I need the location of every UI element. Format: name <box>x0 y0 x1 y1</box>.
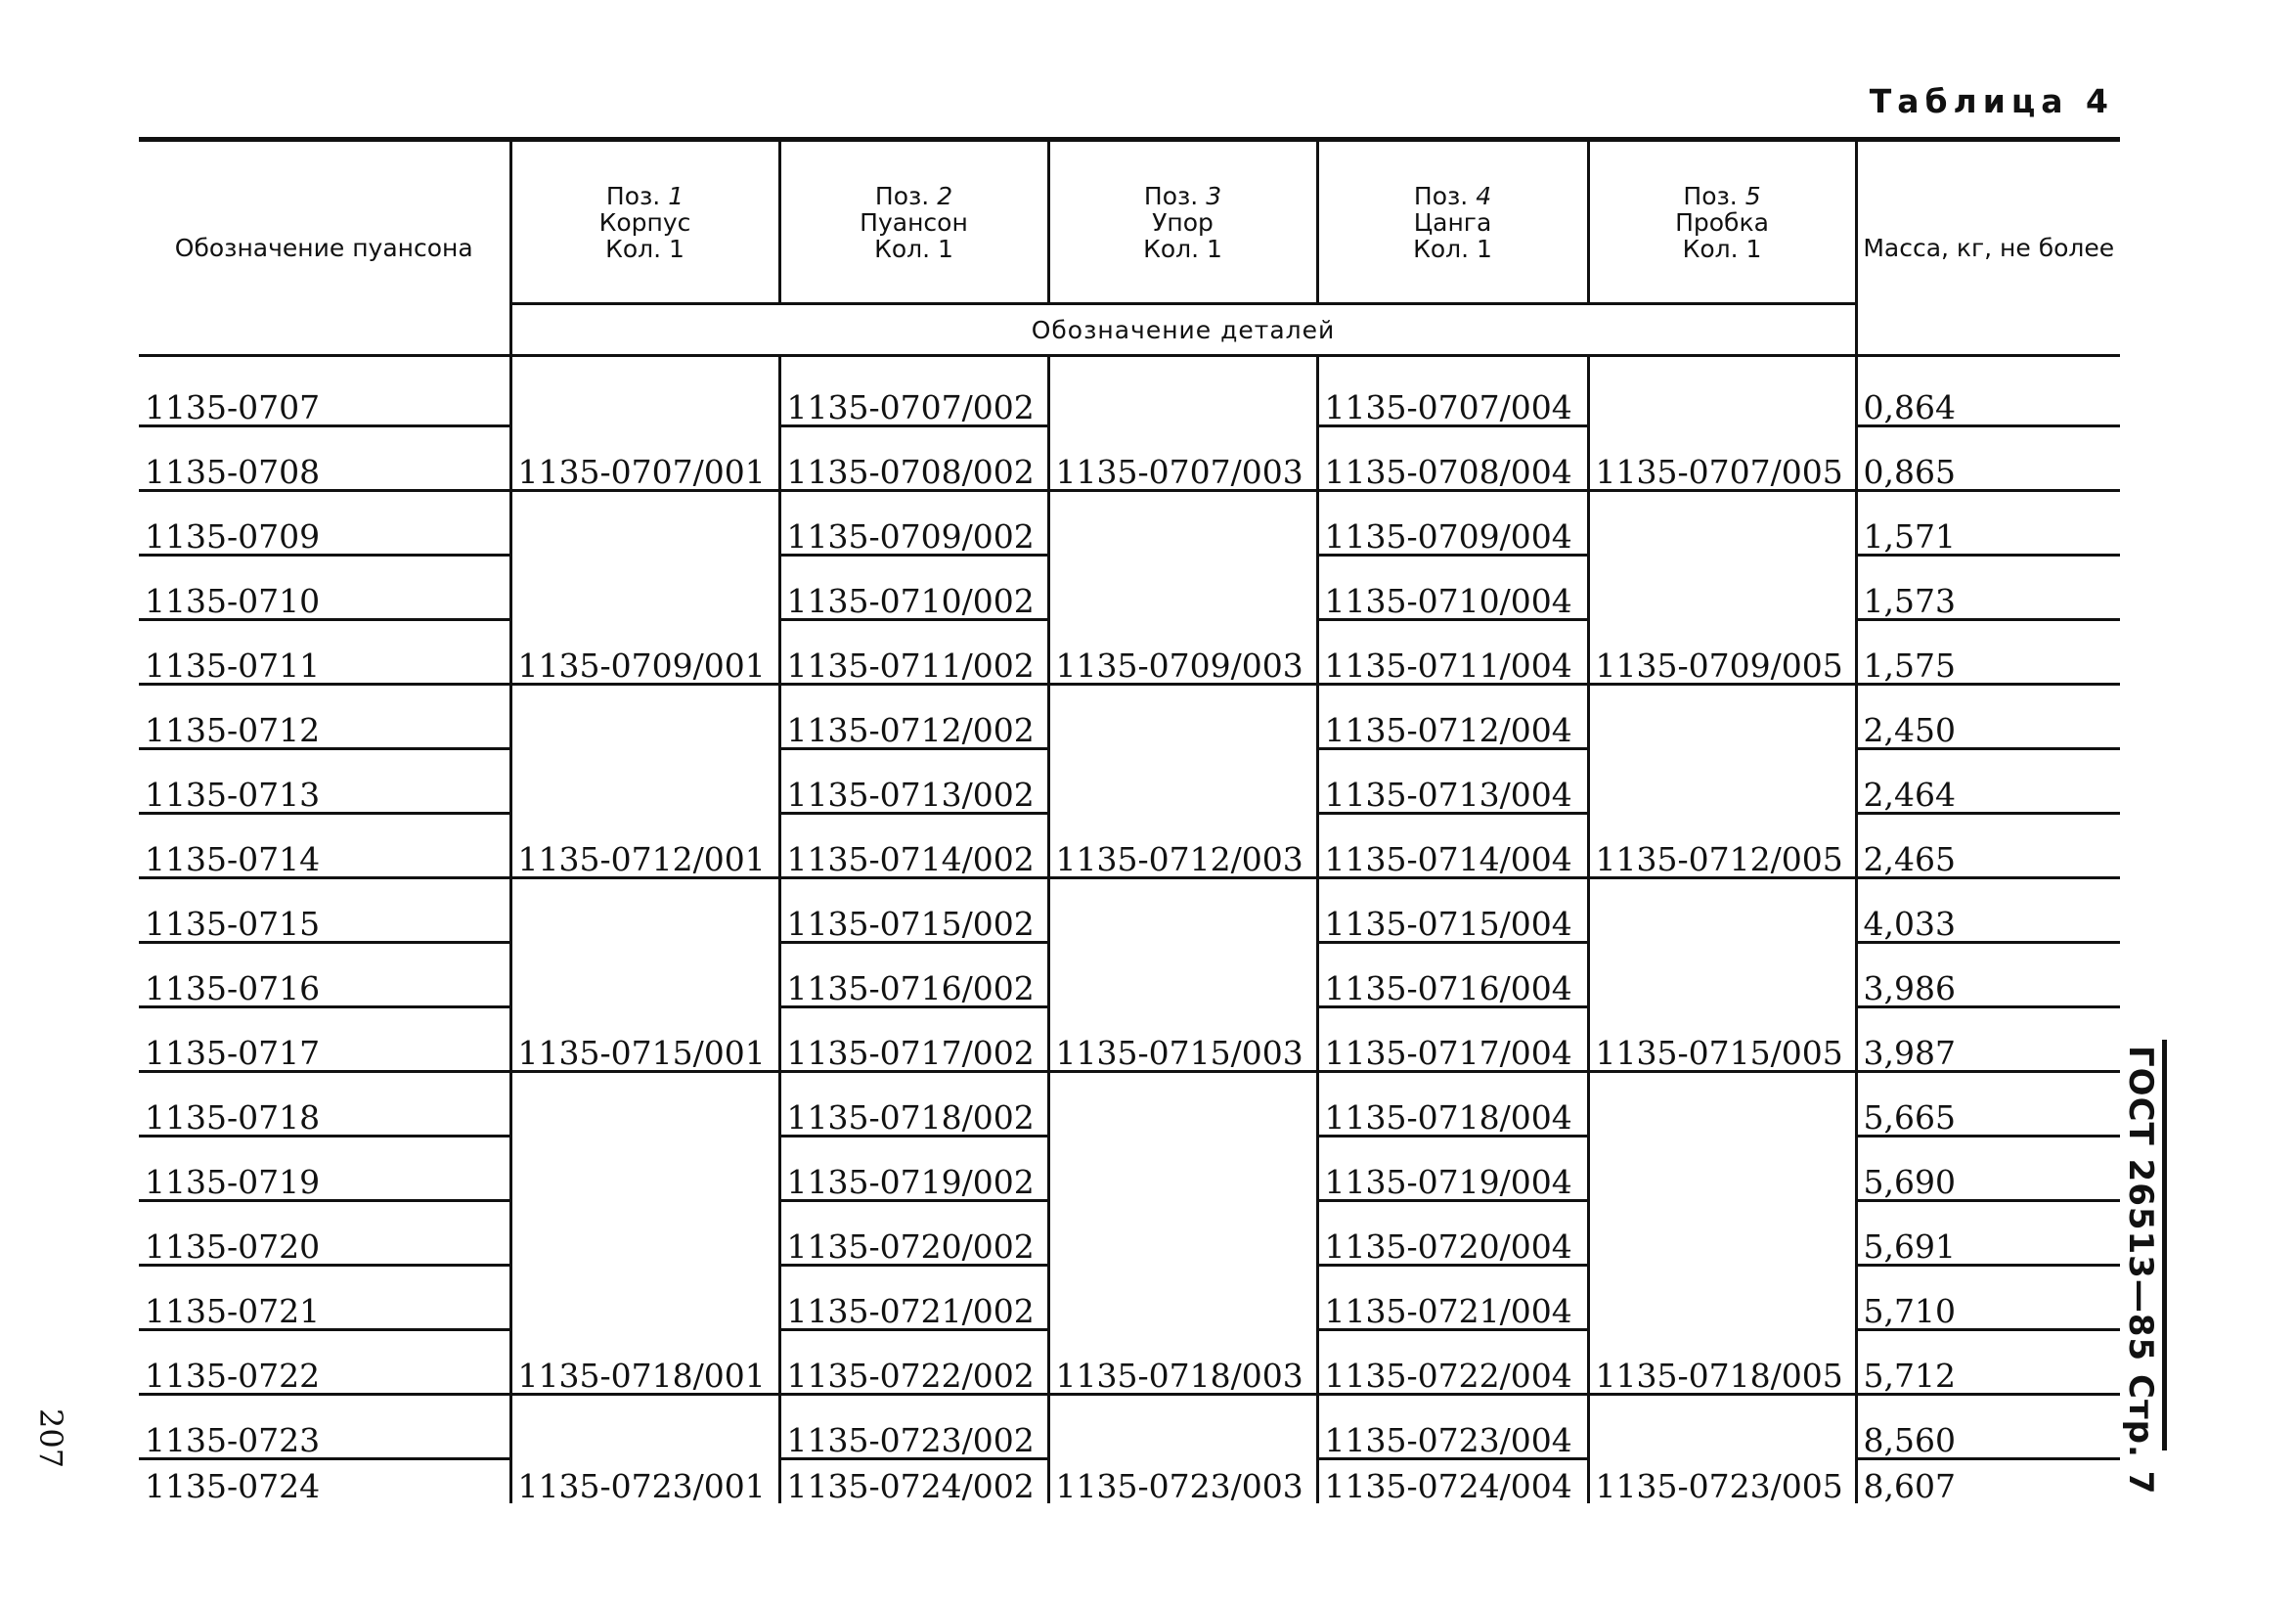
pos5-plug-code: 1135-0723/005 <box>1588 1395 1856 1504</box>
pos4-collet-code: 1135-0713/004 <box>1317 749 1588 814</box>
mass-value: 5,665 <box>1856 1072 2120 1137</box>
mass-value: 2,450 <box>1856 685 2120 749</box>
pos5-plug-code: 1135-0712/005 <box>1588 685 1856 878</box>
header-mass-text: Масса, кг, не более <box>1863 234 2115 262</box>
pos2-punch-code: 1135-0709/002 <box>779 491 1048 556</box>
header-pos-word: Поз. <box>1413 181 1469 210</box>
pos2-punch-code: 1135-0720/002 <box>779 1201 1048 1266</box>
header-pos-1 <box>510 140 779 304</box>
table-row <box>139 491 2120 556</box>
punch-designation: 1135-0712 <box>139 685 510 749</box>
punch-designation: 1135-0711 <box>139 620 510 685</box>
table-label: Таблица 4 <box>1869 82 2114 120</box>
header-mass <box>1856 140 2120 356</box>
table-body <box>139 356 2120 1504</box>
pos4-collet-code: 1135-0715/004 <box>1317 878 1588 943</box>
header-quantity: Кол. 1 <box>1143 234 1222 263</box>
punch-designation: 1135-0713 <box>139 749 510 814</box>
pos2-punch-code: 1135-0722/002 <box>779 1330 1048 1395</box>
header-quantity: Кол. 1 <box>605 234 684 263</box>
table-row <box>139 878 2120 943</box>
mass-value: 8,560 <box>1856 1395 2120 1459</box>
header-quantity: Кол. 1 <box>874 234 953 263</box>
punch-designation: 1135-0707 <box>139 356 510 426</box>
mass-value: 2,465 <box>1856 814 2120 878</box>
pos4-collet-code: 1135-0711/004 <box>1317 620 1588 685</box>
pos4-collet-code: 1135-0721/004 <box>1317 1266 1588 1330</box>
pos3-stop-code: 1135-0712/003 <box>1048 685 1317 878</box>
pos4-collet-code: 1135-0724/004 <box>1317 1459 1588 1504</box>
pos3-stop-code: 1135-0707/003 <box>1048 356 1317 491</box>
table-row <box>139 1395 2120 1459</box>
punch-designation: 1135-0715 <box>139 878 510 943</box>
punch-designation: 1135-0709 <box>139 491 510 556</box>
pos2-punch-code: 1135-0714/002 <box>779 814 1048 878</box>
pos4-collet-code: 1135-0716/004 <box>1317 943 1588 1007</box>
header-part-name: Пробка <box>1675 207 1769 237</box>
pos4-collet-code: 1135-0712/004 <box>1317 685 1588 749</box>
pos1-body-code: 1135-0715/001 <box>510 878 779 1072</box>
pos4-collet-code: 1135-0709/004 <box>1317 491 1588 556</box>
punch-designation: 1135-0722 <box>139 1330 510 1395</box>
pos3-stop-code: 1135-0715/003 <box>1048 878 1317 1072</box>
pos2-punch-code: 1135-0717/002 <box>779 1007 1048 1072</box>
header-quantity: Кол. 1 <box>1682 234 1762 263</box>
mass-value: 1,571 <box>1856 491 2120 556</box>
header-pos-number: 5 <box>1744 181 1761 210</box>
header-pos-4 <box>1317 140 1588 304</box>
pos5-plug-code: 1135-0715/005 <box>1588 878 1856 1072</box>
parts-table <box>139 137 2120 1503</box>
header-quantity: Кол. 1 <box>1413 234 1492 263</box>
mass-value: 5,710 <box>1856 1266 2120 1330</box>
punch-designation: 1135-0718 <box>139 1072 510 1137</box>
header-pos-word: Поз. <box>1143 181 1199 210</box>
punch-designation: 1135-0719 <box>139 1137 510 1201</box>
pos2-punch-code: 1135-0715/002 <box>779 878 1048 943</box>
pos1-body-code: 1135-0709/001 <box>510 491 779 685</box>
pos4-collet-code: 1135-0718/004 <box>1317 1072 1588 1137</box>
mass-value: 0,865 <box>1856 426 2120 491</box>
header-pos-word: Поз. <box>874 181 930 210</box>
header-part-name: Корпус <box>598 207 691 237</box>
page-number: 207 <box>32 1408 69 1469</box>
pos2-punch-code: 1135-0718/002 <box>779 1072 1048 1137</box>
header-part-name: Пуансон <box>860 207 968 237</box>
punch-designation: 1135-0716 <box>139 943 510 1007</box>
gost-side-label: ГОСТ 26513—85 Стр. 7 <box>2116 1040 2167 1450</box>
pos2-punch-code: 1135-0712/002 <box>779 685 1048 749</box>
pos1-body-code: 1135-0718/001 <box>510 1072 779 1395</box>
table-row <box>139 685 2120 749</box>
pos2-punch-code: 1135-0710/002 <box>779 556 1048 620</box>
punch-designation: 1135-0710 <box>139 556 510 620</box>
pos4-collet-code: 1135-0717/004 <box>1317 1007 1588 1072</box>
mass-value: 0,864 <box>1856 356 2120 426</box>
mass-value: 1,573 <box>1856 556 2120 620</box>
mass-value: 4,033 <box>1856 878 2120 943</box>
pos3-stop-code: 1135-0723/003 <box>1048 1395 1317 1504</box>
table-row <box>139 1072 2120 1137</box>
punch-designation: 1135-0714 <box>139 814 510 878</box>
pos1-body-code: 1135-0712/001 <box>510 685 779 878</box>
mass-value: 8,607 <box>1856 1459 2120 1504</box>
header-part-name: Цанга <box>1413 207 1492 237</box>
header-pos-word: Поз. <box>1683 181 1738 210</box>
header-designation-text: Обозначение пуансона <box>174 234 473 262</box>
header-pos-2 <box>779 140 1048 304</box>
pos2-punch-code: 1135-0719/002 <box>779 1137 1048 1201</box>
pos2-punch-code: 1135-0721/002 <box>779 1266 1048 1330</box>
mass-value: 1,575 <box>1856 620 2120 685</box>
header-part-name: Упор <box>1152 207 1214 237</box>
header-pos-number: 4 <box>1476 181 1492 210</box>
mass-value: 3,987 <box>1856 1007 2120 1072</box>
header-pos-number: 1 <box>668 181 684 210</box>
pos4-collet-code: 1135-0723/004 <box>1317 1395 1588 1459</box>
header-designation <box>139 140 510 356</box>
header-parts-group-text: Обозначение деталей <box>1031 315 1336 344</box>
header-pos-5 <box>1588 140 1856 304</box>
mass-value: 5,690 <box>1856 1137 2120 1201</box>
punch-designation: 1135-0721 <box>139 1266 510 1330</box>
pos4-collet-code: 1135-0707/004 <box>1317 356 1588 426</box>
pos4-collet-code: 1135-0714/004 <box>1317 814 1588 878</box>
pos2-punch-code: 1135-0707/002 <box>779 356 1048 426</box>
pos5-plug-code: 1135-0707/005 <box>1588 356 1856 491</box>
punch-designation: 1135-0724 <box>145 1467 321 1505</box>
header-pos-word: Поз. <box>605 181 661 210</box>
mass-value: 5,712 <box>1856 1330 2120 1395</box>
pos2-punch-code: 1135-0711/002 <box>779 620 1048 685</box>
pos2-punch-code: 1135-0713/002 <box>779 749 1048 814</box>
mass-value: 2,464 <box>1856 749 2120 814</box>
pos2-punch-code: 1135-0708/002 <box>779 426 1048 491</box>
pos4-collet-code: 1135-0708/004 <box>1317 426 1588 491</box>
pos4-collet-code: 1135-0722/004 <box>1317 1330 1588 1395</box>
pos2-punch-code: 1135-0723/002 <box>779 1395 1048 1459</box>
mass-value: 5,691 <box>1856 1201 2120 1266</box>
pos4-collet-code: 1135-0720/004 <box>1317 1201 1588 1266</box>
pos4-collet-code: 1135-0719/004 <box>1317 1137 1588 1201</box>
pos4-collet-code: 1135-0710/004 <box>1317 556 1588 620</box>
pos1-body-code: 1135-0723/001 <box>510 1395 779 1504</box>
pos2-punch-code: 1135-0716/002 <box>779 943 1048 1007</box>
punch-designation: 1135-0720 <box>139 1201 510 1266</box>
header-pos-number: 2 <box>937 181 953 210</box>
pos5-plug-code: 1135-0709/005 <box>1588 491 1856 685</box>
pos1-body-code: 1135-0707/001 <box>510 356 779 491</box>
header-pos-3 <box>1048 140 1317 304</box>
header-pos-number: 3 <box>1206 181 1222 210</box>
pos5-plug-code: 1135-0718/005 <box>1588 1072 1856 1395</box>
header-parts-group <box>510 304 1856 356</box>
pos3-stop-code: 1135-0718/003 <box>1048 1072 1317 1395</box>
mass-value: 3,986 <box>1856 943 2120 1007</box>
punch-designation: 1135-0723 <box>139 1395 510 1459</box>
table-row <box>139 356 2120 426</box>
pos3-stop-code: 1135-0709/003 <box>1048 491 1317 685</box>
pos2-punch-code: 1135-0724/002 <box>779 1459 1048 1504</box>
punch-designation: 1135-0708 <box>139 426 510 491</box>
punch-designation: 1135-0717 <box>139 1007 510 1072</box>
